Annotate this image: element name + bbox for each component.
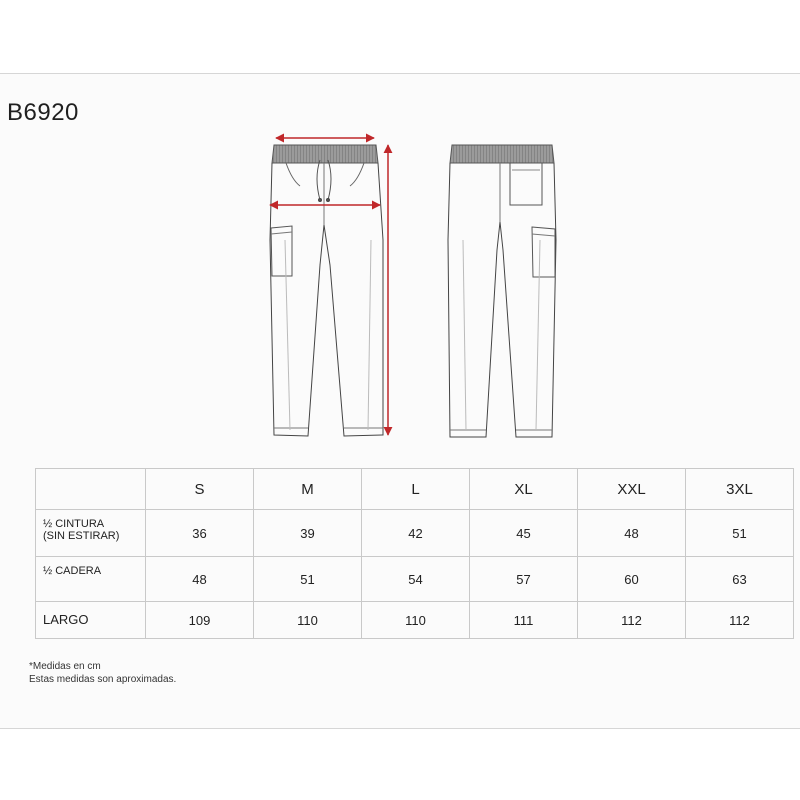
model-code: B6920 — [7, 99, 79, 126]
table-cell: 60 — [578, 557, 686, 602]
table-cell: 36 — [146, 510, 254, 557]
table-cell: 111 — [470, 602, 578, 639]
size-header: M — [254, 469, 362, 510]
table-cell: 51 — [254, 557, 362, 602]
table-cell: 57 — [470, 557, 578, 602]
table-cell: 48 — [146, 557, 254, 602]
table-row-length — [36, 602, 794, 639]
corner-cell — [36, 469, 146, 510]
row-label-length: LARGO — [36, 602, 146, 639]
table-cell: 39 — [254, 510, 362, 557]
size-header: XXL — [578, 469, 686, 510]
size-header: S — [146, 469, 254, 510]
table-cell: 63 — [686, 557, 794, 602]
table-cell: 109 — [146, 602, 254, 639]
table-cell: 45 — [470, 510, 578, 557]
table-cell: 48 — [578, 510, 686, 557]
size-header: XL — [470, 469, 578, 510]
note-approximate: Estas medidas son aproximadas. — [29, 674, 177, 685]
note-units: *Medidas en cm — [29, 661, 101, 672]
size-header-row — [36, 469, 794, 510]
table-cell: 54 — [362, 557, 470, 602]
row-label-waist: ½ CINTURA (SIN ESTIRAR) — [36, 510, 146, 557]
table-row-hip — [36, 557, 794, 602]
table-cell: 51 — [686, 510, 794, 557]
row-label-hip: ½ CADERA — [36, 557, 146, 602]
size-header: 3XL — [686, 469, 794, 510]
measurement-notes — [29, 660, 176, 686]
pants-front-view — [270, 145, 383, 436]
table-cell: 112 — [578, 602, 686, 639]
back-patch-pocket — [510, 163, 542, 205]
back-waistband — [450, 145, 554, 163]
table-cell: 42 — [362, 510, 470, 557]
table-row-waist — [36, 510, 794, 557]
table-cell: 112 — [686, 602, 794, 639]
table-cell: 110 — [254, 602, 362, 639]
size-header: L — [362, 469, 470, 510]
front-waistband — [272, 145, 378, 163]
pants-back-view — [448, 145, 556, 437]
table-cell: 110 — [362, 602, 470, 639]
size-chart-table — [35, 468, 794, 639]
